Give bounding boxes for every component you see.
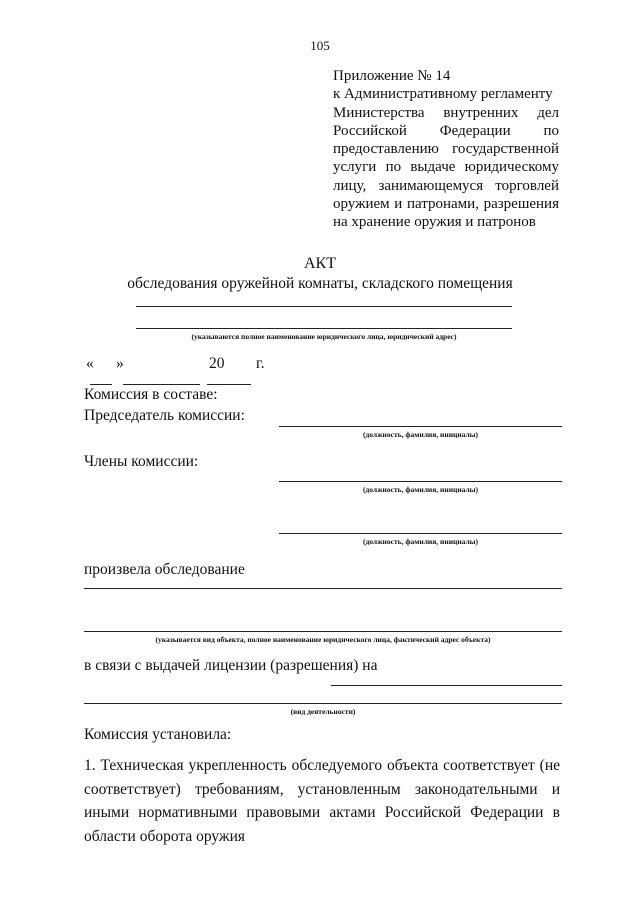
member-2-field[interactable]: [279, 533, 562, 534]
date-month-field[interactable]: [123, 384, 200, 385]
members-label: Члены комиссии:: [84, 453, 199, 470]
date-quote-open: «: [86, 355, 94, 372]
date-quote-close: »: [116, 355, 124, 372]
chairman-field[interactable]: [279, 426, 562, 427]
inspection-caption: (указывается вид объекта, полное наименование юридического лица, фактический адрес объекта): [155, 635, 491, 644]
legal-entity-line-2[interactable]: [136, 328, 512, 329]
license-field-2[interactable]: [84, 703, 562, 704]
inspection-field-1[interactable]: [84, 588, 562, 589]
member-2-caption: (должность, фамилия, инициалы): [362, 537, 479, 546]
findings-label: Комиссия установила:: [84, 726, 232, 743]
commission-composition-label: Комиссия в составе:: [84, 386, 218, 403]
chairman-label: Председатель комиссии:: [84, 407, 245, 424]
annex-line: Министерства внутренних дел: [333, 104, 559, 121]
date-year-suffix: г.: [256, 355, 265, 372]
document-title: АКТ: [304, 255, 336, 272]
annex-line: услуги по выдаче юридическому: [333, 159, 559, 176]
annex-line: оружием и патронами, разрешения: [333, 196, 559, 213]
inspection-field-2[interactable]: [84, 631, 562, 632]
document-subtitle: обследования оружейной комнаты, складского помещения: [127, 275, 513, 292]
member-1-field[interactable]: [279, 481, 562, 482]
date-day-field[interactable]: [90, 384, 112, 385]
annex-line: на хранение оружия и патронов: [333, 214, 536, 231]
annex-line: лицу, занимающемуся торговлей: [333, 177, 559, 194]
chairman-caption: (должность, фамилия, инициалы): [362, 430, 479, 439]
findings-item-1: 1. Техническая укрепленность обследуемого объекта соответствует (не соответствует) требованиям, установленным законодательными и иными нормативными правовыми актами Российской Федерации в области оборота оружия: [84, 757, 560, 845]
annex-line: Приложение № 14: [333, 68, 451, 84]
member-1-caption: (должность, фамилия, инициалы): [362, 485, 479, 494]
page-number: 105: [310, 38, 330, 53]
date-year-field[interactable]: [207, 384, 251, 385]
legal-entity-caption: (указываются полное наименование юридического лица, юридический адрес): [191, 332, 457, 341]
license-label: в связи с выдачей лицензии (разрешения) на: [84, 657, 378, 674]
license-caption: (вид деятельности): [290, 707, 356, 716]
annex-line: предоставлению государственной: [333, 141, 559, 158]
inspection-label: произвела обследование: [84, 561, 245, 578]
annex-header: [333, 67, 559, 232]
date-year-prefix: 20: [209, 355, 225, 372]
annex-line: Российской Федерации по: [333, 122, 559, 139]
legal-entity-line-1[interactable]: [136, 306, 512, 307]
license-field-1[interactable]: [331, 685, 562, 686]
annex-line: к Административному регламенту: [333, 86, 553, 103]
